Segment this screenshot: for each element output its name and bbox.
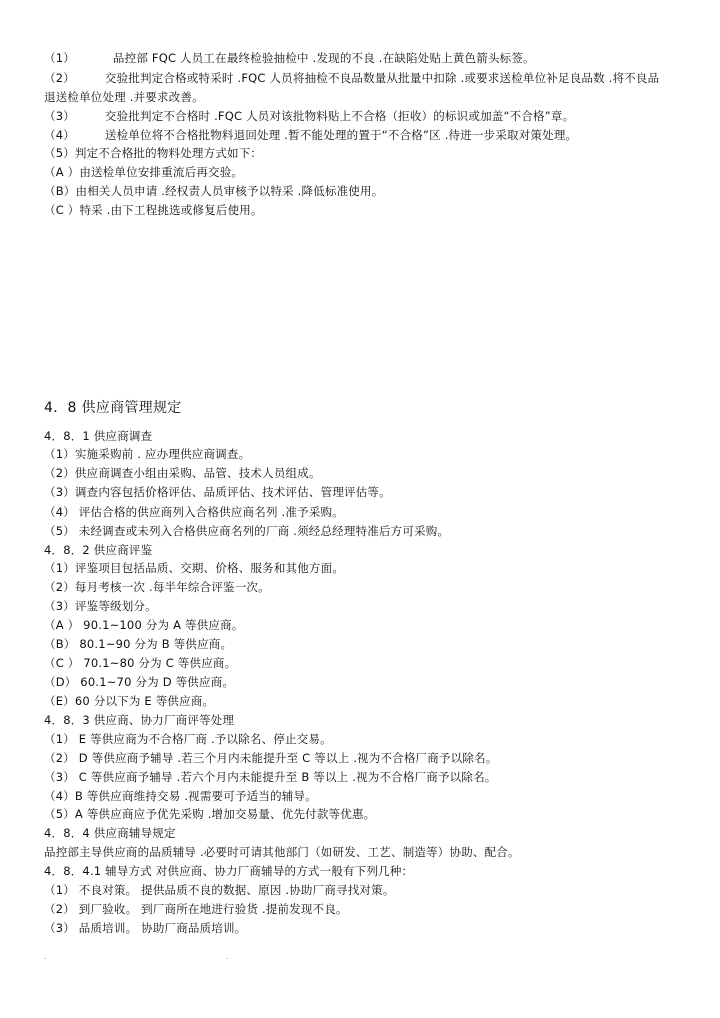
list-item: （2） D 等供应商予辅导 .若三个月内未能提升至 C 等以上 .视为不合格厂商予以除名。 xyxy=(44,751,498,765)
item-text: 品控部 FQC 人员工在最终检验抽检中 .发现的不良 .在缺陷处贴上黄色箭头标签。 xyxy=(112,51,535,65)
footer-mark-right: . xyxy=(226,952,229,962)
paragraph: 品控部主导供应商的品质辅导 .必要时可请其他部门（如研发、工艺、制造等）协助、配合。 xyxy=(44,845,520,859)
item-text: 交验批判定不合格时 .FQC 人员对该批物料贴上不合格（拒收）的标识或加盖“不合格”章。 xyxy=(104,109,575,123)
item-2 xyxy=(44,70,690,87)
list-item: （5） 未经调查或未列入合格供应商名列的厂商 .须经总经理特准后方可采购。 xyxy=(44,524,450,538)
list-item: （5）A 等供应商应予优先采购 .增加交易量、优先付款等优惠。 xyxy=(44,807,376,821)
item-text: （5）判定不合格批的物料处理方式如下： xyxy=(44,146,263,160)
list-item: （3）评鉴等级划分。 xyxy=(44,599,157,613)
item-5c xyxy=(44,202,690,219)
subsection-heading: 4．8．1 供应商调查 xyxy=(44,429,153,443)
footer-mark-left: . xyxy=(44,952,47,962)
item-number: （3） xyxy=(44,109,75,123)
list-item: （3） 品质培训。 协助厂商品质培训。 xyxy=(44,921,247,935)
item-3 xyxy=(44,108,690,125)
item-4 xyxy=(44,127,690,144)
item-5 xyxy=(44,145,690,162)
item-text: （B）由相关人员申请 .经权责人员审核予以特采 .降低标准使用。 xyxy=(44,184,384,198)
list-item: （2） 到厂验收。 到厂商所在地进行验货 .提前发现不良。 xyxy=(44,902,348,916)
list-item: （E）60 分以下为 E 等供应商。 xyxy=(44,694,215,708)
item-number: （4） xyxy=(44,128,75,142)
item-text: 送检单位将不合格批物料退回处理 .暂不能处理的置于“不合格”区 .待进一步采取对策处理。 xyxy=(104,128,578,142)
item-text: （A ）由送检单位安排重流后再交验。 xyxy=(44,165,244,179)
subsection-heading: 4．8．3 供应商、协力厂商评等处理 xyxy=(44,713,235,727)
list-item: （3）调查内容包括价格评估、品质评估、技术评估、管理评估等。 xyxy=(44,485,391,499)
list-item: （B） 80.1~90 分为 B 等供应商。 xyxy=(44,637,233,651)
item-1 xyxy=(44,50,690,67)
item-number: （2） xyxy=(44,71,75,85)
list-item: （2）供应商调查小组由采购、品管、技术人员组成。 xyxy=(44,466,321,480)
list-item: （D） 60.1~70 分为 D 等供应商。 xyxy=(44,675,235,689)
item-text: （C ）特采 .由下工程挑选或修复后使用。 xyxy=(44,203,263,217)
section-title: 4．8 供应商管理规定 xyxy=(44,400,182,416)
subsection-heading: 4．8．2 供应商评鉴 xyxy=(44,543,153,557)
item-text: 退送检单位处理 .并要求改善。 xyxy=(44,90,204,104)
list-item: （2）每月考核一次 .每半年综合评鉴一次。 xyxy=(44,580,270,594)
subsection-heading: 4．8．4.1 辅导方式 对供应商、协力厂商辅导的方式一般有下列几种： xyxy=(44,864,414,878)
item-2-continued xyxy=(44,89,690,106)
subsection-heading: 4．8．4 供应商辅导规定 xyxy=(44,826,176,840)
list-item: （3） C 等供应商予辅导 .若六个月内未能提升至 B 等以上 .视为不合格厂商予以除名。 xyxy=(44,770,497,784)
list-item: （4）B 等供应商维持交易 .视需要可予适当的辅导。 xyxy=(44,789,317,803)
list-item: （1）评鉴项目包括品质、交期、价格、服务和其他方面。 xyxy=(44,561,345,575)
list-item: （1） E 等供应商为不合格厂商 .予以除名、停止交易。 xyxy=(44,732,332,746)
list-item: （C ） 70.1~80 分为 C 等供应商。 xyxy=(44,656,237,670)
list-item: （1）实施采购前 . 应办理供应商调查。 xyxy=(44,447,251,461)
item-number: （1） xyxy=(44,51,75,65)
item-5b xyxy=(44,183,690,200)
list-item: （1） 不良对策。 提供品质不良的数据、原因 .协助厂商寻找对策。 xyxy=(44,883,395,897)
list-item: （A ） 90.1~100 分为 A 等供应商。 xyxy=(44,618,244,632)
list-item: （4） 评估合格的供应商列入合格供应商名列 .准予采购。 xyxy=(44,505,344,519)
item-5a xyxy=(44,164,690,181)
item-text: 交验批判定合格或特采时 .FQC 人员将抽检不良品数量从批量中扣除 .或要求送检单位补足良品数 .将不良品 xyxy=(104,71,660,85)
